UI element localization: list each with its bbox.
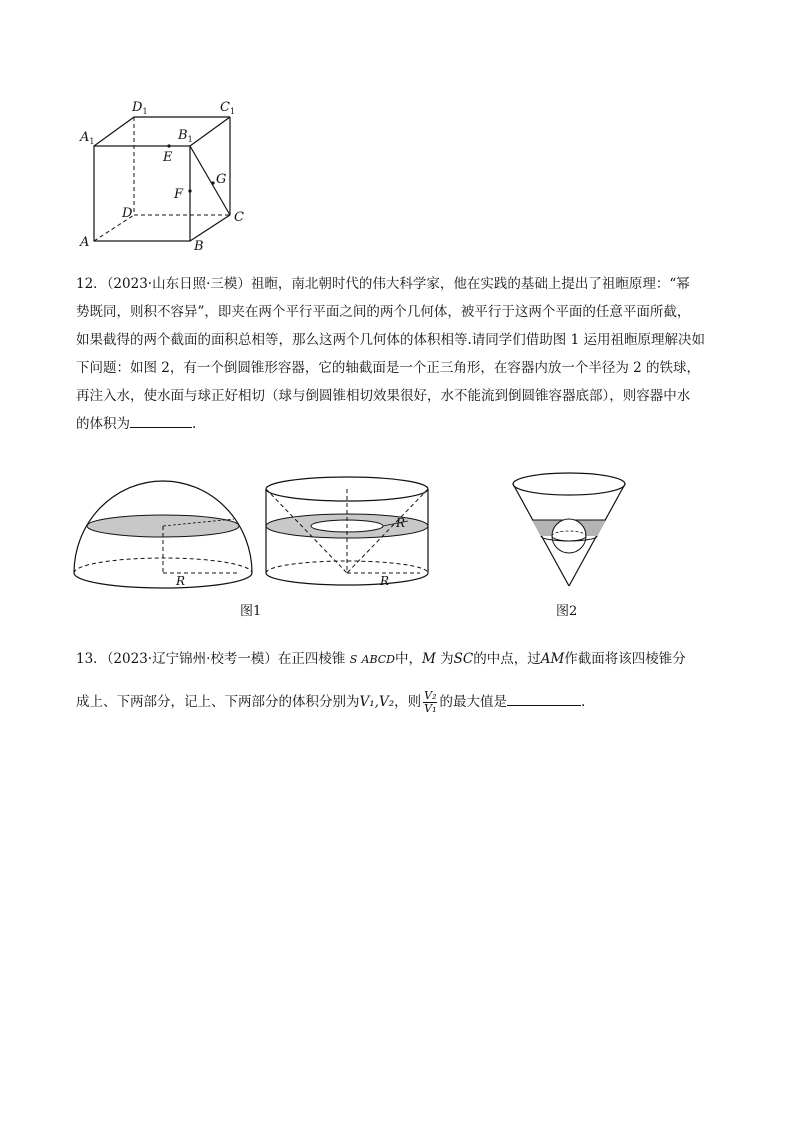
label-f: F	[174, 187, 184, 202]
caption-figure-1: 图1	[240, 604, 262, 619]
label-b: B	[194, 239, 204, 254]
figure-2	[505, 470, 635, 590]
label-c1: $C_1$	[220, 100, 236, 116]
hemisphere	[74, 481, 252, 588]
caption-figure-2: 图2	[556, 604, 578, 619]
label-c: C	[234, 210, 244, 225]
label-e: E	[163, 150, 173, 165]
label-a1: $A_1$	[80, 130, 95, 146]
radius-label-3: R	[380, 574, 390, 588]
label-g: G	[216, 172, 227, 187]
figure-1	[68, 475, 440, 600]
q12-line-6: 的体积为 .	[76, 410, 726, 438]
volume-ratio-fraction: $\frac{\text{V₂}}{\text{V₁}}$	[424, 689, 437, 715]
cylinder-with-cone	[266, 477, 428, 588]
q12-line-3: 如果截得的两个截面的面积总相等，那么这两个几何体的体积相等.请同学们借助图 1 运用祖暅原理解决如	[76, 332, 705, 348]
q13-line-2: 成上、下两部分，记上、下两部分的体积分别为V₁,V₂，则 $\frac{\text{V₂}}{\text{V₁}}$ 的最大值是 .	[76, 689, 586, 715]
radius-label-2: R	[396, 516, 406, 530]
iron-ball	[552, 519, 586, 553]
label-d1: $D_1$	[132, 100, 148, 116]
q12-line-4: 下问题：如图 2，有一个倒圆锥形容器，它的轴截面是一个正三角形，在容器内放一个半径为 2 的铁球，	[76, 360, 701, 376]
label-d: D	[122, 206, 133, 221]
q12-line-1: 12．（2023·山东日照·三模）祖暅，南北朝时代的伟大科学家，他在实践的基础上提出了祖暅原理：“幂	[76, 276, 690, 292]
q12-answer-blank	[130, 413, 192, 428]
question-12	[76, 270, 726, 438]
question-13	[76, 645, 726, 716]
label-b1: $B_1$	[178, 128, 193, 144]
label-a: A	[80, 235, 90, 250]
q13-line-1: 13．（2023·辽宁锦州·校考一模）在正四棱锥 S ABCD中，M 为SC的中点，过AM作截面将该四棱锥分	[76, 651, 686, 667]
q12-line-2: 势既同，则积不容异”，即夹在两个平行平面之间的两个几何体，被平行于这两个平面的任意平面所截，	[76, 304, 691, 320]
cube-figure	[70, 95, 260, 255]
point-g	[211, 181, 214, 184]
q13-answer-blank	[507, 691, 581, 706]
point-e	[167, 144, 170, 147]
point-f	[188, 189, 191, 192]
q12-line-5: 再注入水，使水面与球正好相切（球与倒圆锥相切效果很好，水不能流到倒圆锥容器底部），则容器中水	[76, 388, 691, 404]
radius-label-1: R	[176, 574, 186, 588]
